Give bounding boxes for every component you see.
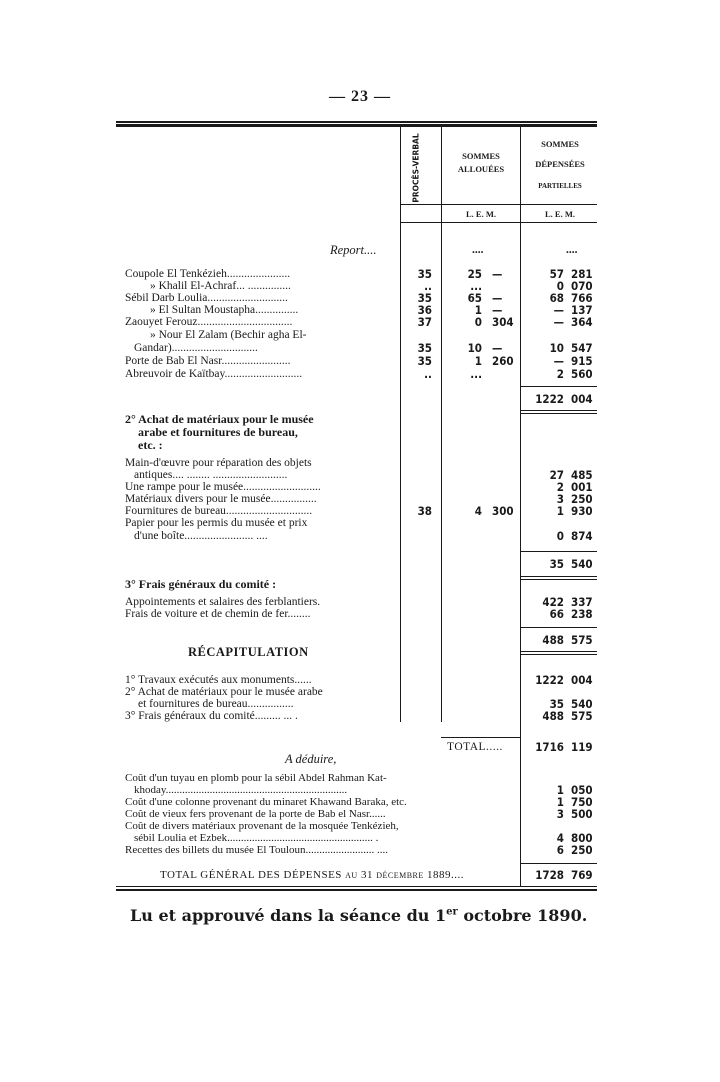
- s2-total-m: 540: [571, 557, 593, 571]
- section1-row-alloc-m: —: [492, 341, 503, 355]
- s3-total-double-rule-2: [520, 654, 597, 655]
- s2-pv: 38: [417, 504, 432, 518]
- s2-title-2: arabe et fournitures de bureau,: [138, 425, 298, 439]
- section1-row-dep-m: 547: [571, 341, 593, 355]
- recap-row-m: 004: [571, 673, 593, 687]
- s2-alloc-m: 300: [492, 504, 514, 518]
- section1-row-pv: 35: [417, 341, 432, 355]
- section1-row-dep-le: 2: [556, 367, 564, 381]
- s3-total-rule: [520, 627, 597, 628]
- section1-row-dep-le: 0: [556, 279, 564, 293]
- recap-row-le: 488: [542, 709, 564, 723]
- section2-row-label: d'une boîte........................ ....: [134, 530, 268, 542]
- section2-row-label: Fournitures de bureau..............................: [125, 505, 313, 517]
- deduire-row-label: Coût d'un tuyau en plomb pour la sébil Abdel Rahman Kat-: [125, 772, 387, 784]
- deduire-row-label: Recettes des billets du musée El Touloun......................... ....: [125, 844, 388, 856]
- units-rule: [400, 222, 597, 223]
- section2-row-dep-le: 2: [556, 480, 564, 494]
- deduire-row-m: 750: [571, 795, 593, 809]
- units-depensees: L. E. M.: [545, 209, 575, 219]
- grand-total-le: 1728: [535, 868, 564, 882]
- col-line-2: [441, 124, 442, 722]
- s1-total-le: 1222: [535, 392, 564, 406]
- section1-row-dep-m: 070: [571, 279, 593, 293]
- section2-row-label: Matériaux divers pour le musée................: [125, 493, 317, 505]
- section1-row-pv: 35: [417, 291, 432, 305]
- section1-row-alloc-le: 1: [474, 303, 482, 317]
- recap-title: RÉCAPITULATION: [188, 645, 309, 659]
- deduire-row-label: Coût de vieux fers provenant de la porte de Bab el Nasr......: [125, 808, 386, 820]
- recap-row-label: 2° Achat de matériaux pour le musée arabe: [125, 686, 323, 698]
- recap-row-m: 575: [571, 709, 593, 723]
- section2-row-label: Une rampe pour le musée...........................: [125, 481, 321, 493]
- total-label: TOTAL.....: [447, 741, 503, 753]
- header-sommes-depensees-2: DÉPENSÉES: [535, 159, 585, 169]
- s2-total-le: 35: [549, 557, 564, 571]
- deduire-row-label: Coût d'une colonne provenant du minaret Khawand Baraka, etc.: [125, 796, 407, 808]
- deduire-row-m: 500: [571, 807, 593, 821]
- deduire-row-le: 3: [556, 807, 564, 821]
- section1-row-dep-m: 915: [571, 354, 593, 368]
- section2-row-dep-le: 27: [549, 468, 564, 482]
- section3-row-label: Appointements et salaires des ferblantiers.: [125, 596, 321, 608]
- section1-row-pv: 37: [417, 315, 432, 329]
- section2-row-label: Papier pour les permis du musée et prix: [125, 517, 308, 529]
- section1-row-dep-le: —: [553, 303, 564, 317]
- section2-row-label: antiques.... ........ ..........................: [134, 469, 288, 481]
- section1-row-dep-m: 364: [571, 315, 593, 329]
- header-sommes-depensees-3: PARTIELLES: [538, 182, 582, 190]
- s2-alloc-le: 4: [474, 504, 482, 518]
- section1-row-pv: 35: [417, 267, 432, 281]
- section1-row-alloc-le: 65: [467, 291, 482, 305]
- section1-row-dep-le: —: [553, 315, 564, 329]
- section1-row-pv: 35: [417, 354, 432, 368]
- section1-row-pv: 36: [417, 303, 432, 317]
- section1-row-alloc-m: —: [492, 291, 503, 305]
- section1-row-label: » El Sultan Moustapha...............: [150, 304, 299, 316]
- deduire-row-m: 250: [571, 843, 593, 857]
- total-le: 1716: [535, 740, 564, 754]
- s2-total-double-rule-2: [520, 579, 597, 580]
- deduire-row-label: Coût de divers matériaux provenant de la mosquée Tenkézieh,: [125, 820, 399, 832]
- report-depensees: ....: [566, 244, 578, 256]
- section1-row-label: Abreuvoir de Kaïtbay...........................: [125, 368, 303, 380]
- section2-row-dep-m: 485: [571, 468, 593, 482]
- section3-row-dep-le: 66: [549, 607, 564, 621]
- section1-row-dep-m: 137: [571, 303, 593, 317]
- section2-row-dep-le: 0: [556, 529, 564, 543]
- recap-row-le: 35: [549, 697, 564, 711]
- deduire-row-le: 1: [556, 783, 564, 797]
- section1-row-alloc-m: 260: [492, 354, 514, 368]
- section1-row-alloc-m: —: [492, 303, 503, 317]
- section1-row-dep-le: 57: [549, 267, 564, 281]
- report-allouees: ....: [472, 244, 484, 256]
- section2-row-dep-m: 001: [571, 480, 593, 494]
- section1-row-label: Porte de Bab El Nasr........................: [125, 355, 291, 367]
- col-line-1: [400, 124, 401, 722]
- report-label: Report....: [330, 243, 377, 257]
- header-rule: [400, 204, 597, 205]
- section1-row-dep-le: 10: [549, 341, 564, 355]
- recap-row-label: 3° Frais généraux du comité......... ... .: [125, 710, 298, 722]
- deduire-row-label: khoday..................................................................: [134, 784, 348, 796]
- s3-title: 3° Frais généraux du comité :: [125, 577, 277, 591]
- section1-row-alloc-le: 1: [474, 354, 482, 368]
- deduire-row-le: 6: [556, 843, 564, 857]
- section2-row-label: Main-d'œuvre pour réparation des objets: [125, 457, 312, 469]
- grand-total-m: 769: [571, 868, 593, 882]
- section2-row-dep-m: 930: [571, 504, 593, 518]
- s3-total-le: 488: [542, 633, 564, 647]
- section1-row-pv: ..: [424, 367, 432, 381]
- section1-row-alloc-le: 0: [474, 315, 482, 329]
- recap-row-label: et fournitures de bureau................: [138, 698, 294, 710]
- s2-title-1: 2° Achat de matériaux pour le musée: [125, 412, 314, 426]
- section1-row-alloc-m: 304: [492, 315, 514, 329]
- approval-line: Lu et approuvé dans la séance du 1er octobre 1890.: [130, 906, 588, 925]
- recap-row-label: 1° Travaux exécutés aux monuments......: [125, 674, 312, 686]
- section1-row-label: Sébil Darb Loulia............................: [125, 292, 288, 304]
- grand-total-rule: [520, 863, 597, 864]
- section1-row-alloc-le: 10: [467, 341, 482, 355]
- recap-row-le: 1222: [535, 673, 564, 687]
- section1-row-dep-m: 281: [571, 267, 593, 281]
- s3-total-m: 575: [571, 633, 593, 647]
- section3-row-label: Frais de voiture et de chemin de fer........: [125, 608, 311, 620]
- s1-total-m: 004: [571, 392, 593, 406]
- section1-row-label: » Nour El Zalam (Bechir agha El-: [150, 329, 307, 341]
- section1-row-alloc-le: ...: [470, 367, 482, 381]
- top-rule: [116, 121, 597, 123]
- deduire-row-le: 4: [556, 831, 564, 845]
- section1-row-pv: ..: [424, 279, 432, 293]
- section1-row-label: Zaouyet Ferouz.................................: [125, 316, 293, 328]
- s3-total-double-rule: [520, 651, 597, 652]
- section1-row-label: » Khalil El-Achraf... ...............: [150, 280, 291, 292]
- section3-row-dep-m: 337: [571, 595, 593, 609]
- units-allouees: L. E. M.: [466, 209, 496, 219]
- s1-total-double-rule: [520, 410, 597, 411]
- s2-title-3: etc. :: [138, 438, 163, 452]
- grand-total-label: TOTAL GÉNÉRAL DES DÉPENSES au 31 décembre 1889....: [160, 869, 465, 881]
- recap-row-m: 540: [571, 697, 593, 711]
- recap-total-rule: [441, 737, 520, 738]
- header-sommes-depensees-1: SOMMES: [541, 139, 579, 149]
- deduire-row-label: sébil Loulia et Ezbek..................................................... .: [134, 832, 379, 844]
- section2-row-dep-le: 3: [556, 492, 564, 506]
- deduire-row-le: 1: [556, 795, 564, 809]
- bottom-rule-thick: [116, 889, 597, 891]
- s1-total-rule: [520, 386, 597, 387]
- section3-row-dep-le: 422: [542, 595, 564, 609]
- section1-row-label: Coupole El Tenkézieh......................: [125, 268, 291, 280]
- deduire-row-m: 050: [571, 783, 593, 797]
- section2-row-dep-le: 1: [556, 504, 564, 518]
- section1-row-dep-le: 68: [549, 291, 564, 305]
- top-rule-thick: [116, 124, 597, 127]
- header-proces-verbal: PROCÈS-VERBAL: [411, 132, 421, 203]
- s2-total-rule: [520, 551, 597, 552]
- section3-row-dep-m: 238: [571, 607, 593, 621]
- page-number: — 23 —: [329, 88, 391, 105]
- section1-row-dep-m: 560: [571, 367, 593, 381]
- total-m: 119: [571, 740, 593, 754]
- header-sommes-allouees: SOMMES ALLOUÉES: [457, 151, 505, 174]
- section1-row-alloc-m: —: [492, 267, 503, 281]
- deduire-title: A déduire,: [285, 752, 337, 766]
- section1-row-alloc-le: 25: [467, 267, 482, 281]
- s1-total-double-rule-2: [520, 413, 597, 414]
- s2-total-double-rule: [520, 576, 597, 577]
- section1-row-dep-le: —: [553, 354, 564, 368]
- bottom-rule: [116, 886, 597, 887]
- section1-row-label: Gandar)..............................: [134, 342, 258, 354]
- deduire-row-m: 800: [571, 831, 593, 845]
- col-line-3: [520, 124, 521, 887]
- section2-row-dep-m: 250: [571, 492, 593, 506]
- section2-row-dep-m: 874: [571, 529, 593, 543]
- section1-row-alloc-le: ...: [470, 279, 482, 293]
- section1-row-dep-m: 766: [571, 291, 593, 305]
